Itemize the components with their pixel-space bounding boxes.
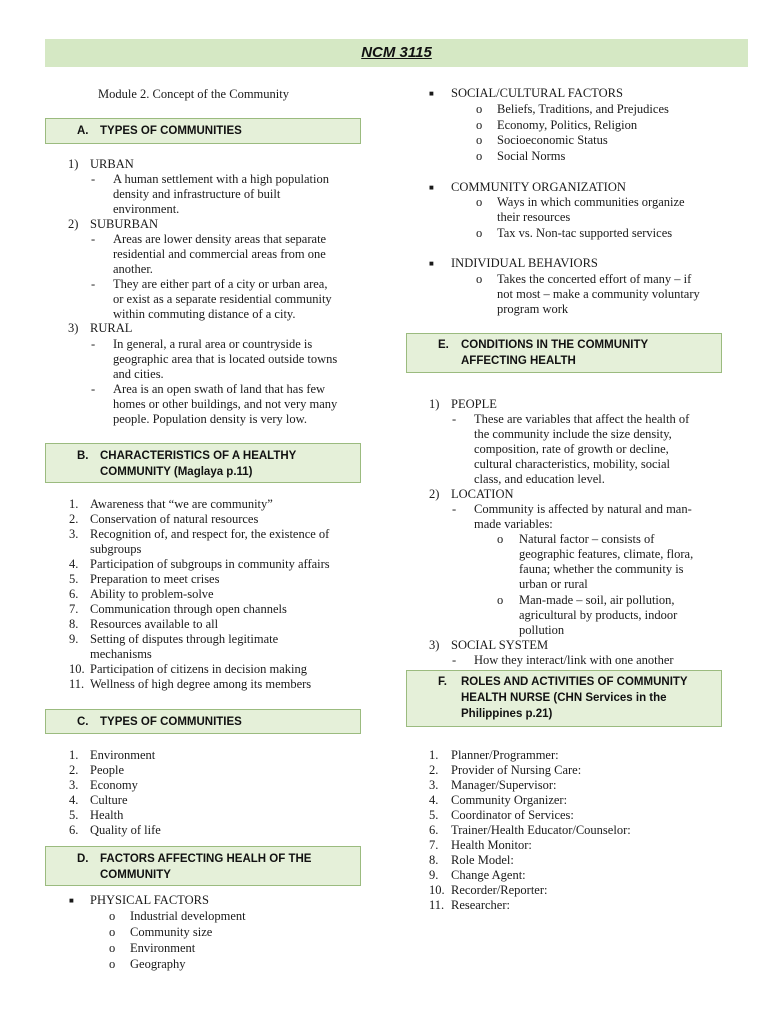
list-number: 3. xyxy=(429,778,439,792)
list-number: 5. xyxy=(69,808,79,822)
list-text: class, and education level. xyxy=(474,472,605,486)
square-bullet: ■ xyxy=(69,896,74,905)
list-number: 5. xyxy=(69,572,79,586)
circle-bullet: o xyxy=(109,909,116,923)
list-number: 4. xyxy=(69,557,79,571)
dash-bullet: - xyxy=(91,172,96,186)
list-number: 9. xyxy=(429,868,439,882)
section-b-heading xyxy=(45,443,361,483)
list-number: 7. xyxy=(429,838,439,852)
section-heading-text: CHARACTERISTICS OF A HEALTHY xyxy=(100,450,297,462)
list-text: their resources xyxy=(497,210,571,224)
list-item-text: Coordinator of Services: xyxy=(451,808,574,822)
section-letter: B. xyxy=(77,450,89,462)
square-bullet: ■ xyxy=(429,183,434,192)
list-text: the community include the size density, xyxy=(474,427,672,441)
factor-label: SOCIAL/CULTURAL FACTORS xyxy=(451,86,623,100)
list-label: RURAL xyxy=(90,321,133,335)
list-number: 3. xyxy=(69,527,79,541)
circle-bullet: o xyxy=(476,272,483,286)
list-text: Ways in which communities organize xyxy=(497,195,685,209)
section-letter: F. xyxy=(438,676,447,688)
list-number: 1. xyxy=(69,497,79,511)
list-item-text: Communication through open channels xyxy=(90,602,287,616)
list-item-text: Culture xyxy=(90,793,128,807)
list-number: 2. xyxy=(69,512,79,526)
list-number: 1) xyxy=(429,397,440,411)
list-item-text: Provider of Nursing Care: xyxy=(451,763,582,777)
list-number: 2. xyxy=(429,763,439,777)
list-number: 8. xyxy=(69,617,79,631)
section-heading-text: HEALTH NURSE (CHN Services in the xyxy=(461,692,667,704)
list-item-text: Environment xyxy=(90,748,156,762)
circle-bullet: o xyxy=(476,226,483,240)
section-heading-text: Philippines p.21) xyxy=(461,708,553,720)
list-item-text: Socioeconomic Status xyxy=(497,133,608,148)
list-number: 4. xyxy=(69,793,79,807)
list-item-text: Economy, Politics, Religion xyxy=(497,117,638,132)
list-item-text: Researcher: xyxy=(451,898,510,912)
list-item-text: Participation of citizens in decision making xyxy=(90,662,307,676)
list-text: and cities. xyxy=(113,367,164,381)
list-item-text: Community size xyxy=(130,925,213,939)
list-item-text: Recognition of, and respect for, the existence of xyxy=(90,527,330,541)
section-letter: A. xyxy=(77,125,89,137)
section-letter: C. xyxy=(77,716,89,728)
list-number: 4. xyxy=(429,793,439,807)
factor-label: INDIVIDUAL BEHAVIORS xyxy=(451,256,598,270)
list-text: Takes the concerted effort of many – if xyxy=(497,272,692,286)
circle-bullet: o xyxy=(476,102,483,116)
section-e-heading xyxy=(406,333,722,373)
list-text: Community is affected by natural and man- xyxy=(474,502,692,516)
list-label: SOCIAL SYSTEM xyxy=(451,638,549,652)
circle-bullet: o xyxy=(109,925,116,939)
section-heading-text: ROLES AND ACTIVITIES OF COMMUNITY xyxy=(461,676,688,688)
list-text: Tax vs. Non-tac supported services xyxy=(497,226,673,240)
list-text: not most – make a community voluntary xyxy=(497,287,700,301)
list-text: These are variables that affect the health of xyxy=(474,412,690,426)
list-item-text: Social Norms xyxy=(497,149,566,164)
list-text: How they interact/link with one another xyxy=(474,653,674,667)
list-text: residential and commercial areas from one xyxy=(113,247,326,261)
section-c-heading xyxy=(45,709,361,734)
list-text: or exist as a separate residential community xyxy=(113,292,332,306)
dash-bullet: - xyxy=(91,232,96,246)
list-text: agricultural by products, indoor xyxy=(519,608,678,622)
list-number: 2. xyxy=(69,763,79,777)
list-text: geographic features, climate, flora, xyxy=(519,547,694,561)
list-number: 3) xyxy=(429,638,440,652)
list-item-text: Conservation of natural resources xyxy=(90,512,259,526)
circle-bullet: o xyxy=(476,133,483,148)
list-item-text: Ability to problem-solve xyxy=(90,587,214,601)
list-number: 8. xyxy=(429,853,439,867)
dash-bullet: - xyxy=(91,382,96,396)
section-d-heading xyxy=(45,846,361,886)
section-a-heading xyxy=(45,118,361,144)
list-item-text: Role Model: xyxy=(451,853,514,867)
page-title: NCM 3115 xyxy=(361,44,432,61)
list-number: 5. xyxy=(429,808,439,822)
list-text: pollution xyxy=(519,623,565,637)
list-item-text: Trainer/Health Educator/Counselor: xyxy=(451,823,631,837)
list-text: A human settlement with a high population xyxy=(113,172,329,186)
list-text: Man-made – soil, air pollution, xyxy=(519,593,675,607)
list-text: Natural factor – consists of xyxy=(519,532,655,546)
list-number: 3) xyxy=(68,321,79,335)
list-number: 2) xyxy=(429,487,440,501)
module-title: Module 2. Concept of the Community xyxy=(98,87,289,101)
header-bar xyxy=(45,39,748,67)
list-label: LOCATION xyxy=(451,487,514,501)
list-number: 10. xyxy=(429,883,445,897)
list-item-text: Preparation to meet crises xyxy=(90,572,220,586)
list-text: urban or rural xyxy=(519,577,588,591)
list-text: Areas are lower density areas that separate xyxy=(113,232,327,246)
section-heading-text: TYPES OF COMMUNITIES xyxy=(100,716,242,728)
list-text: program work xyxy=(497,302,569,316)
list-number: 3. xyxy=(69,778,79,792)
circle-bullet: o xyxy=(476,117,483,132)
section-heading-text: COMMUNITY xyxy=(100,869,171,881)
circle-bullet: o xyxy=(476,149,483,164)
factor-label: COMMUNITY ORGANIZATION xyxy=(451,180,626,194)
dash-bullet: - xyxy=(91,337,96,351)
section-heading-text: CONDITIONS IN THE COMMUNITY xyxy=(461,339,649,351)
list-item-text: Manager/Supervisor: xyxy=(451,778,557,792)
list-item-text: Change Agent: xyxy=(451,868,526,882)
circle-bullet: o xyxy=(497,532,504,546)
list-number: 7. xyxy=(69,602,79,616)
list-text: fauna; whether the community is xyxy=(519,562,684,576)
section-letter: E. xyxy=(438,339,449,351)
dash-bullet: - xyxy=(452,653,457,667)
list-item-text: mechanisms xyxy=(90,647,152,661)
list-number: 6. xyxy=(429,823,439,837)
list-item-text: Recorder/Reporter: xyxy=(451,883,548,897)
section-heading-text: AFFECTING HEALTH xyxy=(461,355,576,367)
list-text: environment. xyxy=(113,202,180,216)
list-number: 1. xyxy=(429,748,439,762)
circle-bullet: o xyxy=(109,941,116,955)
list-number: 2) xyxy=(68,217,79,231)
list-text: cultural characteristics, mobility, social xyxy=(474,457,670,471)
list-item-text: Economy xyxy=(90,778,138,792)
list-number: 6. xyxy=(69,587,79,601)
list-label: PEOPLE xyxy=(451,397,497,411)
square-bullet: ■ xyxy=(429,259,434,268)
list-number: 11. xyxy=(69,677,85,691)
circle-bullet: o xyxy=(109,957,116,971)
list-text: people. Population density is very low. xyxy=(113,412,307,426)
circle-bullet: o xyxy=(476,195,483,209)
section-letter: D. xyxy=(77,853,89,865)
list-text: another. xyxy=(113,262,153,276)
list-item-text: Setting of disputes through legitimate xyxy=(90,632,279,646)
list-text: homes or other buildings, and not very many xyxy=(113,397,338,411)
list-number: 11. xyxy=(429,898,445,912)
list-item-text: Participation of subgroups in community affairs xyxy=(90,557,330,571)
section-heading-text: COMMUNITY (Maglaya p.11) xyxy=(100,466,253,478)
list-text: within commuting distance of a city. xyxy=(113,307,296,321)
list-item-text: Beliefs, Traditions, and Prejudices xyxy=(497,102,669,116)
list-number: 10. xyxy=(69,662,85,676)
square-bullet: ■ xyxy=(429,89,434,98)
list-item-text: Environment xyxy=(130,941,196,955)
circle-bullet: o xyxy=(497,593,504,607)
list-item-text: Planner/Programmer: xyxy=(451,748,559,762)
list-text: They are either part of a city or urban area, xyxy=(113,277,328,291)
list-item-text: Quality of life xyxy=(90,823,161,837)
list-text: composition, rate of growth or decline, xyxy=(474,442,669,456)
dash-bullet: - xyxy=(91,277,96,291)
list-item-text: Wellness of high degree among its members xyxy=(90,677,312,691)
list-text: Area is an open swath of land that has few xyxy=(113,382,326,396)
list-text: made variables: xyxy=(474,517,553,531)
list-label: SUBURBAN xyxy=(90,217,159,231)
list-item-text: Health Monitor: xyxy=(451,838,532,852)
list-item-text: Awareness that “we are community” xyxy=(90,497,273,511)
section-heading-text: TYPES OF COMMUNITIES xyxy=(100,125,242,137)
list-item-text: Industrial development xyxy=(130,909,246,923)
section-f-heading xyxy=(406,670,722,727)
dash-bullet: - xyxy=(452,412,457,426)
dash-bullet: - xyxy=(452,502,457,516)
list-item-text: Resources available to all xyxy=(90,617,219,631)
list-item-text: Health xyxy=(90,808,124,822)
list-item-text: Community Organizer: xyxy=(451,793,568,807)
factor-label: PHYSICAL FACTORS xyxy=(90,893,209,907)
list-text: geographic area that is located outside towns xyxy=(113,352,338,366)
list-number: 9. xyxy=(69,632,79,646)
list-item-text: Geography xyxy=(130,957,186,971)
list-number: 6. xyxy=(69,823,79,837)
section-heading-text: FACTORS AFFECTING HEALH OF THE xyxy=(100,853,312,865)
list-item-text: People xyxy=(90,763,125,777)
list-number: 1) xyxy=(68,157,79,171)
list-text: density and infrastructure of built xyxy=(113,187,281,201)
list-item-text: subgroups xyxy=(90,542,142,556)
list-number: 1. xyxy=(69,748,79,762)
list-text: In general, a rural area or countryside is xyxy=(113,337,313,351)
list-label: URBAN xyxy=(90,157,134,171)
